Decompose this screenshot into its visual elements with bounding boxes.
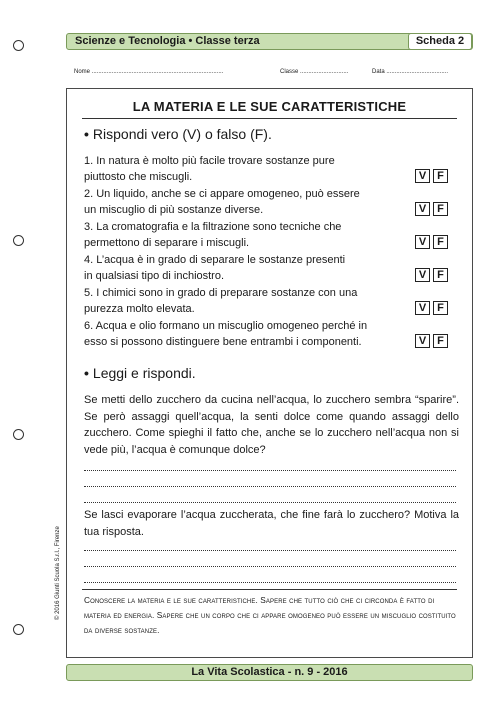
- true-box[interactable]: V: [415, 334, 430, 348]
- name-field[interactable]: Nome ...............................................................................: [74, 69, 224, 75]
- learning-objectives: Conoscere la materia e le sue caratteristiche. Sapere che tutto ciò che ci circonda è fatto di materia ed energia. Sapere che un corpo che ci appare omogeneo può essere un miscuglio costituito da diverse sostanze.: [84, 595, 456, 635]
- statement-1: 1. In natura è molto più facile trovare sostanze pure piuttosto che miscugli.: [84, 155, 335, 183]
- vf-boxes-3: [415, 235, 448, 249]
- false-box[interactable]: F: [433, 169, 448, 183]
- question-2: Se lasci evaporare l’acqua zuccherata, che fine farà lo zucchero? Motiva la tua risposta.: [84, 509, 459, 538]
- class-field[interactable]: Classe .............................: [280, 69, 349, 75]
- answer-line-1[interactable]: [84, 469, 456, 471]
- vf-boxes-5: [415, 301, 448, 315]
- statement-4: 4. L’acqua è in grado di separare le sostanze presenti in qualsiasi tipo di inchiostro.: [84, 254, 346, 282]
- binder-hole-2: [13, 235, 24, 246]
- page-title: LA MATERIA E LE SUE CARATTERISTICHE: [132, 99, 407, 114]
- statement-2: 2. Un liquido, anche se ci appare omogeneo, può essere un miscuglio di più sostanze diverse.: [84, 188, 360, 216]
- statement-5: 5. I chimici sono in grado di preparare sostanze con una purezza molto elevata.: [84, 287, 358, 315]
- title-divider: [82, 118, 457, 119]
- true-box[interactable]: V: [415, 301, 430, 315]
- true-box[interactable]: V: [415, 235, 430, 249]
- question-1: Se metti dello zucchero da cucina nell’acqua, lo zucchero sembra “sparire”. Se però assaggi quell’acqua, la senti dolce come quando assaggi dello zucchero. Come spieghi il fatto che, anche se lo zucchero nell’acqua non si vede più, l’acqua è comunque dolce?: [84, 394, 459, 456]
- vf-boxes-1: [415, 169, 448, 183]
- sheet-label: Scheda 2: [408, 33, 472, 50]
- vf-boxes-4: [415, 268, 448, 282]
- answer-line-6[interactable]: [84, 581, 456, 583]
- copyright-notice: © 2016 Giunti Scuola S.r.l., Firenze: [55, 526, 61, 620]
- statement-6: 6. Acqua e olio formano un miscuglio omogeneo perché in esso si possono distinguere bene entrambi i componenti.: [84, 320, 368, 348]
- binder-hole-3: [13, 429, 24, 440]
- answer-line-2[interactable]: [84, 485, 456, 487]
- false-box[interactable]: F: [433, 301, 448, 315]
- answer-line-5[interactable]: [84, 565, 456, 567]
- worksheet-frame: [66, 88, 473, 658]
- page-footer: La Vita Scolastica - n. 9 - 2016: [66, 664, 473, 681]
- answer-line-4[interactable]: [84, 549, 456, 551]
- true-box[interactable]: V: [415, 202, 430, 216]
- page-header: [66, 33, 473, 50]
- vf-boxes-6: [415, 334, 448, 348]
- section2-heading: • Leggi e rispondi.: [84, 365, 196, 381]
- section1-heading: • Rispondi vero (V) o falso (F).: [84, 126, 272, 142]
- true-box[interactable]: V: [415, 169, 430, 183]
- false-box[interactable]: F: [433, 268, 448, 282]
- false-box[interactable]: F: [433, 235, 448, 249]
- summary-divider: [82, 589, 457, 590]
- false-box[interactable]: F: [433, 202, 448, 216]
- statement-3: 3. La cromatografia e la filtrazione sono tecniche che permettono di separare i miscugli.: [84, 221, 342, 249]
- date-field[interactable]: Data .....................................: [372, 69, 449, 75]
- binder-hole-4: [13, 624, 24, 635]
- subject-label: Scienze e Tecnologia • Classe terza: [75, 35, 260, 47]
- true-box[interactable]: V: [415, 268, 430, 282]
- false-box[interactable]: F: [433, 334, 448, 348]
- binder-hole-1: [13, 40, 24, 51]
- bullet-icon: •: [84, 365, 89, 381]
- answer-line-3[interactable]: [84, 501, 456, 503]
- vf-boxes-2: [415, 202, 448, 216]
- bullet-icon: •: [84, 126, 89, 142]
